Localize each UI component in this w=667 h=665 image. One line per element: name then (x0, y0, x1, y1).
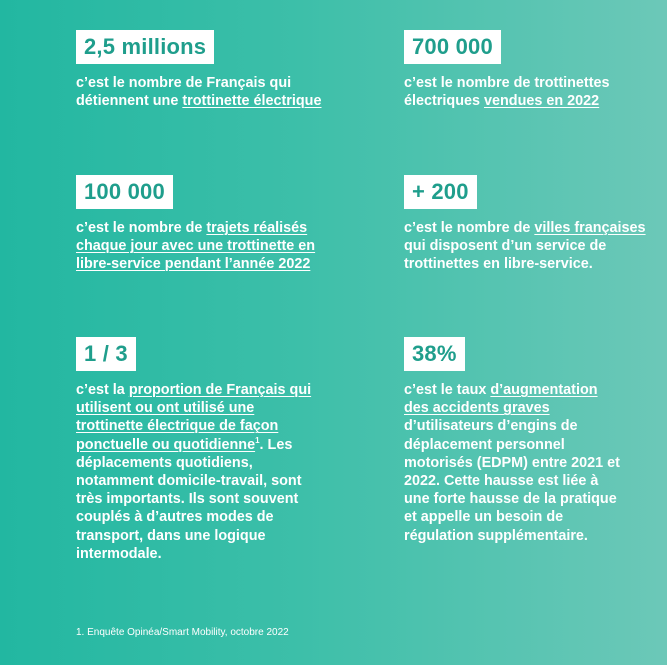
stat-card-french-owners (76, 30, 326, 110)
body-text: c’est le nombre de trottinettes électriques (404, 75, 610, 110)
body-text: d’utilisateurs d’engins de déplacement personnel motorisés (EDPM) entre 2021 et 2022. Cette hausse est liée à une forte hausse de la pratique et appelle un besoin de régulation supplémentaire. (404, 418, 620, 544)
stat-card-daily-trips (76, 175, 326, 274)
stat-value: 700 000 (404, 30, 501, 64)
stat-description (404, 381, 626, 545)
body-text: c’est le nombre de (76, 220, 207, 236)
stat-card-cities (404, 175, 654, 274)
emphasis-text: d’augmentation des accidents graves (404, 382, 598, 417)
emphasis-text: villes françaises (534, 220, 646, 236)
stat-description (76, 381, 312, 563)
body-text: qui disposent d’un service de trottinettes en libre-service. (404, 238, 607, 273)
body-text: c’est la (76, 382, 129, 398)
stat-value: + 200 (404, 175, 477, 209)
footnote: 1. Enquête Opinéa/Smart Mobility, octobre 2022 (76, 627, 289, 638)
emphasis-text: proportion de Français qui utilisent ou ont utilisé une trottinette électrique de façon ponctuelle ou quotidienne (76, 382, 312, 453)
stat-description (404, 219, 654, 274)
stat-card-proportion-users (76, 337, 312, 563)
emphasis-text: trottinette électrique (182, 93, 322, 110)
emphasis-text: vendues en 2022 (484, 93, 600, 110)
emphasis-text: trajets réalisés chaque jour avec une trottinette en libre-service pendant l’année 2022 (76, 220, 316, 273)
footnote-ref: 1 (255, 435, 260, 445)
stat-value: 1 / 3 (76, 337, 136, 371)
stat-description (76, 74, 326, 110)
stat-description (76, 219, 326, 274)
stat-value: 38% (404, 337, 465, 371)
body-text: c’est le taux (404, 382, 491, 398)
stat-card-scooters-sold (404, 30, 654, 110)
stat-value: 2,5 millions (76, 30, 214, 64)
stat-card-accident-increase (404, 337, 626, 545)
stat-value: 100 000 (76, 175, 173, 209)
stat-description (404, 74, 654, 110)
body-text: c’est le nombre de Français qui détiennent une (76, 75, 292, 110)
body-text: . Les déplacements quotidiens, notamment domicile-travail, sont très importants. Ils sont souvent couplés à d’autres modes de transport, dans une logique intermodale. (76, 436, 302, 562)
body-text: c’est le nombre de (404, 220, 535, 236)
